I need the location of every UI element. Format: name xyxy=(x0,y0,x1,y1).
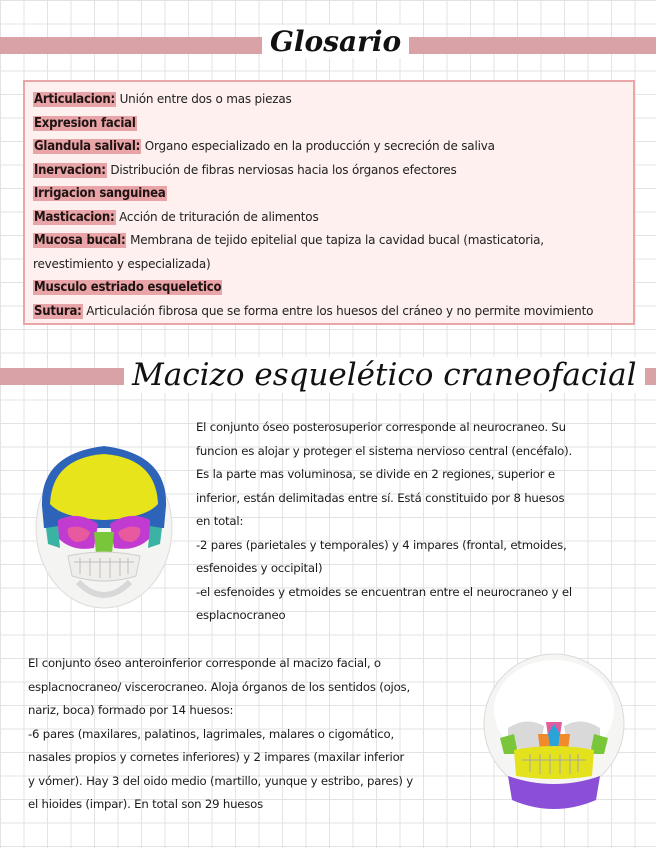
title-bar-left xyxy=(0,37,278,54)
glossary-term: Expresion facial xyxy=(34,115,136,131)
text-line: y vómer). Hay 3 del oido medio (martillo, yunque y estribo, pares) y xyxy=(28,773,413,788)
glossary-term: Masticacion: xyxy=(34,209,115,225)
glossary-entry xyxy=(33,112,627,136)
text-line: esplacnocraneo/ viscerocraneo. Aloja órganos de los sentidos (ojos, xyxy=(28,679,410,694)
section-bar-left xyxy=(0,368,128,385)
glossary-definition: Distribución de fibras nerviosas hacia los órganos efectores xyxy=(110,162,457,177)
facial-text xyxy=(28,652,468,817)
glossary-definition: Articulación fibrosa que se forma entre los huesos del cráneo y no permite movimiento xyxy=(86,303,594,318)
text-line: nariz, boca) formado por 14 huesos: xyxy=(28,703,234,717)
glossary-entry xyxy=(33,182,627,206)
glossary-definition: Acción de trituración de alimentos xyxy=(119,209,319,224)
text-line: nasales propios y cornetes inferiores) y 2 impares (maxilar inferior xyxy=(28,750,405,764)
text-line: funcion es alojar y proteger el sistema nervioso central (encéfalo). xyxy=(196,443,572,458)
text-line: El conjunto óseo anteroinferior corresponde al macizo facial, o xyxy=(28,656,381,670)
text-line: -el esfenoides y etmoides se encuentran entre el neurocraneo y el xyxy=(196,584,572,599)
glossary-definition: Unión entre dos o mas piezas xyxy=(119,92,292,106)
section-title: Macizo esquelético craneofacial xyxy=(124,357,645,393)
glossary-term: Articulacion: xyxy=(34,92,115,107)
title-bar-right xyxy=(380,37,656,54)
glossary-term: Irrigacion sanguinea xyxy=(34,186,166,201)
neurocranium-skull-image xyxy=(28,436,180,612)
glossary-definition: Membrana de tejido epitelial que tapiza la cavidad bucal (masticatoria, revestimiento y especializada) xyxy=(33,233,544,271)
glossary-box xyxy=(23,80,635,325)
glossary-entry xyxy=(33,300,627,324)
glossary-entry xyxy=(33,88,627,112)
glossary-term: Glandula salival: xyxy=(34,139,141,154)
glossary-term: Mucosa bucal: xyxy=(34,233,126,248)
glossary-entry xyxy=(33,206,627,230)
glossary-entry xyxy=(33,276,627,300)
glossary-term: Sutura: xyxy=(34,303,82,319)
neurocranium-text xyxy=(196,416,628,628)
glossary-entry xyxy=(33,159,627,183)
facial-skull-image xyxy=(478,650,630,818)
text-line: -2 pares (parietales y temporales) y 4 impares (frontal, etmoides, xyxy=(196,537,567,552)
glossary-term: Inervacion: xyxy=(34,162,106,178)
glossary-entry xyxy=(33,229,627,276)
text-line: en total: xyxy=(196,514,244,528)
text-line: el hioides (impar). En total son 29 huesos xyxy=(28,797,264,811)
text-line: -6 pares (maxilares, palatinos, lagrimales, malares o cigomático, xyxy=(28,726,394,741)
text-line: inferior, están delimitadas entre sí. Está constituido por 8 huesos xyxy=(196,490,565,505)
text-line: esfenoides y occipital) xyxy=(196,561,323,575)
text-line: Es la parte mas voluminosa, se divide en 2 regiones, superior e xyxy=(196,467,555,481)
glossary-term: Musculo estriado esqueletico xyxy=(34,280,222,295)
page-title: Glosario xyxy=(262,25,409,58)
glossary-entry xyxy=(33,135,627,159)
text-line: El conjunto óseo posterosuperior corresponde al neurocraneo. Su xyxy=(196,420,566,434)
text-line: esplacnocraneo xyxy=(196,608,286,622)
glossary-definition: Organo especializado en la producción y secreción de saliva xyxy=(144,139,495,153)
